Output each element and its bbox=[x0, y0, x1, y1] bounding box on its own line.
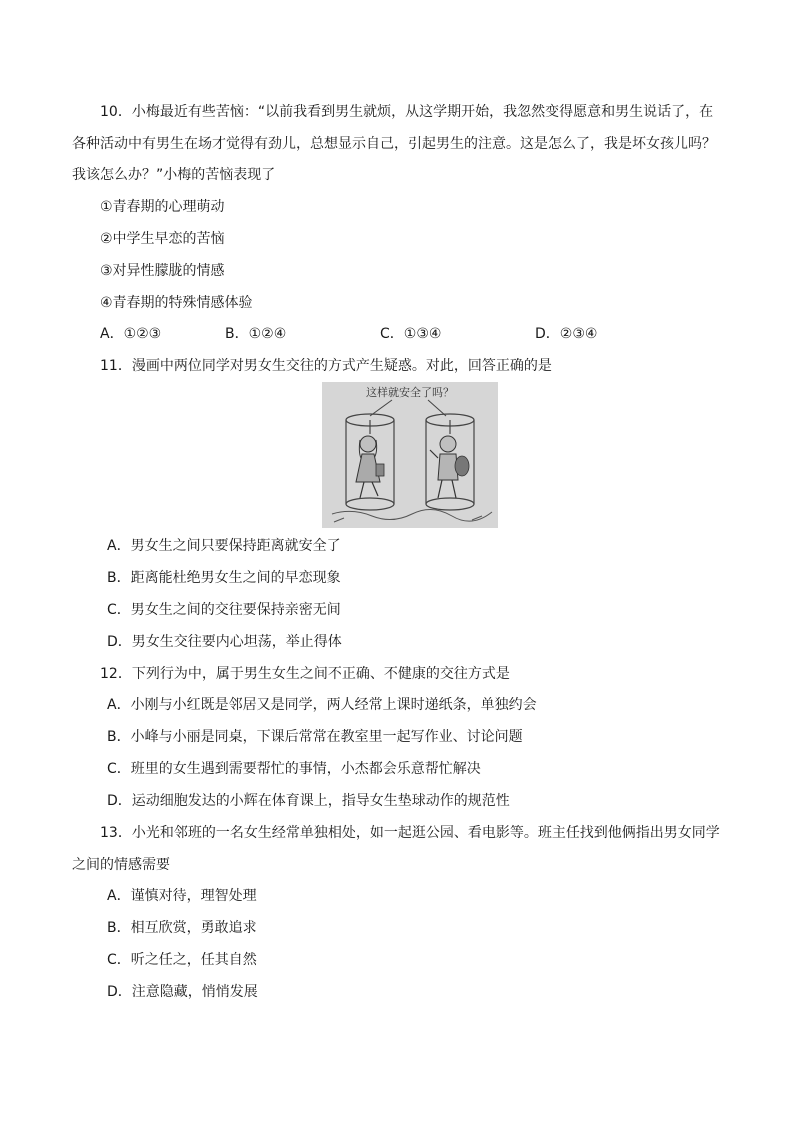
q13-stem-line2: 之间的情感需要 bbox=[72, 857, 170, 873]
q11-stem: 11．漫画中两位同学对男女生交往的方式产生疑惑。对此，回答正确的是 bbox=[100, 358, 552, 374]
q10-stem-line3: 我该怎么办？”小梅的苦恼表现了 bbox=[72, 167, 276, 183]
q12-option-b: B．小峰与小丽是同桌，下课后常常在教室里一起写作业、讨论问题 bbox=[107, 729, 523, 745]
q10-stem-line1: 10．小梅最近有些苦恼：“以前我看到男生就烦，从这学期开始，我忽然变得愿意和男生说话了，在 bbox=[100, 104, 714, 120]
cartoon-caption: 这样就安全了吗？ bbox=[366, 386, 454, 399]
q11-option-a: A．男女生之间只要保持距离就安全了 bbox=[107, 538, 341, 554]
q10-item-1: ①青春期的心理萌动 bbox=[100, 199, 225, 215]
q10-choice-b: B．①②④ bbox=[225, 326, 287, 342]
q10-item-4: ④青春期的特殊情感体验 bbox=[100, 295, 253, 311]
q12-option-c: C．班里的女生遇到需要帮忙的事情，小杰都会乐意帮忙解决 bbox=[107, 761, 481, 777]
q11-option-b: B．距离能杜绝男女生之间的早恋现象 bbox=[107, 570, 341, 586]
cartoon-drawing bbox=[322, 382, 498, 528]
q10-choice-d: D．②③④ bbox=[535, 326, 598, 342]
q13-stem-line1: 13．小光和邻班的一名女生经常单独相处，如一起逛公园、看电影等。班主任找到他俩指出男女同学 bbox=[100, 825, 720, 841]
q13-option-b: B．相互欣赏，勇敢追求 bbox=[107, 920, 257, 936]
q10-item-2: ②中学生早恋的苦恼 bbox=[100, 231, 225, 247]
q10-item-3: ③对异性朦胧的情感 bbox=[100, 263, 225, 279]
q12-stem: 12．下列行为中，属于男生女生之间不正确、不健康的交往方式是 bbox=[100, 666, 510, 682]
q10-choice-c: C．①③④ bbox=[380, 326, 442, 342]
q11-cartoon-image bbox=[322, 382, 498, 528]
q11-option-d: D．男女生交往要内心坦荡，举止得体 bbox=[107, 634, 342, 650]
q13-option-a: A．谨慎对待，理智处理 bbox=[107, 888, 257, 904]
q10-choice-a: A．①②③ bbox=[100, 326, 162, 342]
q11-option-c: C．男女生之间的交往要保持亲密无间 bbox=[107, 602, 341, 618]
q13-option-d: D．注意隐藏，悄悄发展 bbox=[107, 984, 258, 1000]
q12-option-a: A．小刚与小红既是邻居又是同学，两人经常上课时递纸条，单独约会 bbox=[107, 697, 537, 713]
q13-option-c: C．听之任之，任其自然 bbox=[107, 952, 257, 968]
q12-option-d: D．运动细胞发达的小辉在体育课上，指导女生垫球动作的规范性 bbox=[107, 793, 510, 809]
q10-stem-line2: 各种活动中有男生在场才觉得有劲儿，总想显示自己，引起男生的注意。这是怎么了，我是坏女孩儿吗？ bbox=[72, 136, 716, 152]
